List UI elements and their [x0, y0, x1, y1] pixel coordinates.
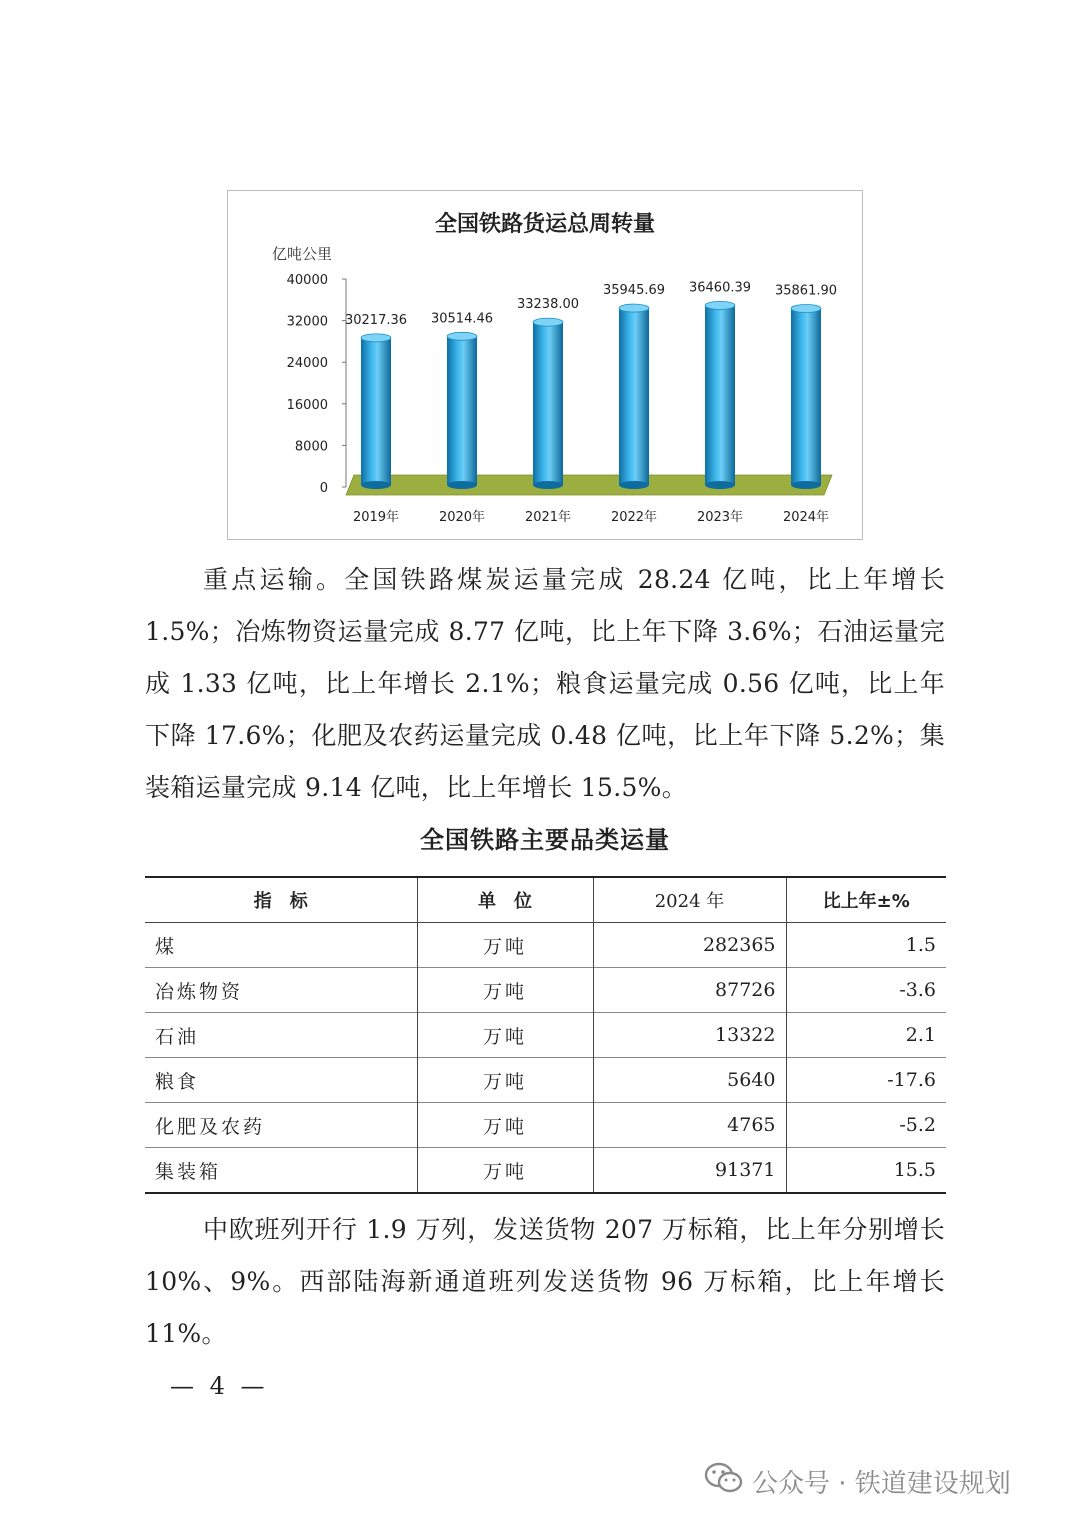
data-label: 36460.39 [688, 280, 752, 296]
y-tick-label: 32000 [286, 314, 328, 330]
row-change: 1.5 [786, 923, 946, 968]
row-value: 91371 [593, 1148, 786, 1194]
bar-base [619, 481, 649, 489]
row-change: 2.1 [786, 1013, 946, 1058]
bar [533, 322, 563, 485]
bar-base [447, 481, 477, 489]
table-title: 全国铁路主要品类运量 [420, 826, 670, 854]
row-name: 冶炼物资 [145, 968, 417, 1013]
bar-base [361, 481, 391, 489]
header-change: 比上年±% [786, 877, 946, 923]
table-row [145, 1058, 946, 1103]
row-value: 13322 [593, 1013, 786, 1058]
bar [705, 305, 735, 485]
bar-top [791, 305, 821, 313]
table-row [145, 1148, 946, 1194]
table-row [145, 968, 946, 1013]
header-indicator: 指 标 [145, 877, 417, 923]
bar [619, 308, 649, 485]
row-name: 煤 [145, 923, 417, 968]
header-year: 2024 年 [593, 877, 786, 923]
bar-top [447, 332, 477, 340]
bar-top [619, 304, 649, 312]
paragraph-china-europe-trains: 中欧班列开行 1.9 万列，发送货物 207 万标箱，比上年分别增长 10%、9%。西部陆海新通道班列发送货物 96 万标箱，比上年增长 11%。 [145, 1215, 945, 1348]
bar [447, 336, 477, 485]
row-value: 5640 [593, 1058, 786, 1103]
row-value: 4765 [593, 1103, 786, 1148]
row-unit: 万吨 [417, 1103, 593, 1148]
y-tick-label: 16000 [286, 397, 328, 413]
x-tick-label: 2020年 [438, 510, 486, 525]
bar [791, 309, 821, 485]
row-value: 282365 [593, 923, 786, 968]
data-label: 35861.90 [774, 283, 838, 299]
cargo-table [145, 876, 946, 1194]
row-value: 87726 [593, 968, 786, 1013]
page-number: — 4 — [170, 1372, 269, 1400]
x-tick-label: 2023年 [696, 510, 744, 525]
x-tick-label: 2024年 [782, 510, 830, 525]
row-change: 15.5 [786, 1148, 946, 1194]
header-unit: 单 位 [417, 877, 593, 923]
bar-top [533, 318, 563, 326]
x-tick-label: 2022年 [610, 510, 658, 525]
paragraph-key-transport: 重点运输。全国铁路煤炭运量完成 28.24 亿吨，比上年增长 1.5%；冶炼物资运量完成 8.77 亿吨，比上年下降 3.6%；石油运量完成 1.33 亿吨，比上年增长 2.1%；粮食运量完成 0.56 亿吨，比上年下降 17.6%；化肥及农药运量完成 0.48 亿吨，比上年下降 5.2%；集装箱运量完成 9.14 亿吨，比上年增长 15.5%。 [145, 565, 945, 802]
bar-base [705, 481, 735, 489]
x-tick-label: 2021年 [524, 510, 572, 525]
table-row [145, 1013, 946, 1058]
y-tick-label: 0 [319, 481, 328, 496]
data-label: 30217.36 [344, 312, 408, 328]
row-change: -5.2 [786, 1103, 946, 1148]
bar-top [705, 301, 735, 309]
row-change: -3.6 [786, 968, 946, 1013]
data-label: 33238.00 [516, 297, 580, 313]
table-row [145, 1103, 946, 1148]
row-name: 化肥及农药 [145, 1103, 417, 1148]
bar-base [791, 481, 821, 489]
chart-floor [346, 475, 832, 495]
bar-base [533, 481, 563, 489]
bar-top [361, 334, 391, 342]
chart-frame [227, 190, 863, 540]
freight-turnover-chart [228, 191, 862, 539]
wechat-icon [704, 1461, 744, 1502]
y-tick-label: 24000 [286, 356, 328, 372]
x-tick-label: 2019年 [352, 510, 400, 525]
row-unit: 万吨 [417, 1058, 593, 1103]
table-row [145, 923, 946, 968]
watermark [704, 1456, 1011, 1506]
row-unit: 万吨 [417, 1013, 593, 1058]
y-tick-label: 8000 [294, 439, 328, 455]
row-name: 石油 [145, 1013, 417, 1058]
row-unit: 万吨 [417, 1148, 593, 1194]
chart-title: 全国铁路货运总周转量 [434, 212, 656, 237]
row-change: -17.6 [786, 1058, 946, 1103]
bar [361, 338, 391, 485]
y-tick-label: 40000 [286, 273, 328, 288]
y-axis-label: 亿吨公里 [272, 245, 333, 263]
data-label: 30514.46 [430, 311, 494, 327]
data-label: 35945.69 [602, 283, 666, 299]
table-header-row [145, 877, 946, 923]
row-name: 粮食 [145, 1058, 417, 1103]
row-unit: 万吨 [417, 923, 593, 968]
row-unit: 万吨 [417, 968, 593, 1013]
row-name: 集装箱 [145, 1148, 417, 1194]
watermark-text: 公众号 · 铁道建设规划 [752, 1468, 1011, 1499]
